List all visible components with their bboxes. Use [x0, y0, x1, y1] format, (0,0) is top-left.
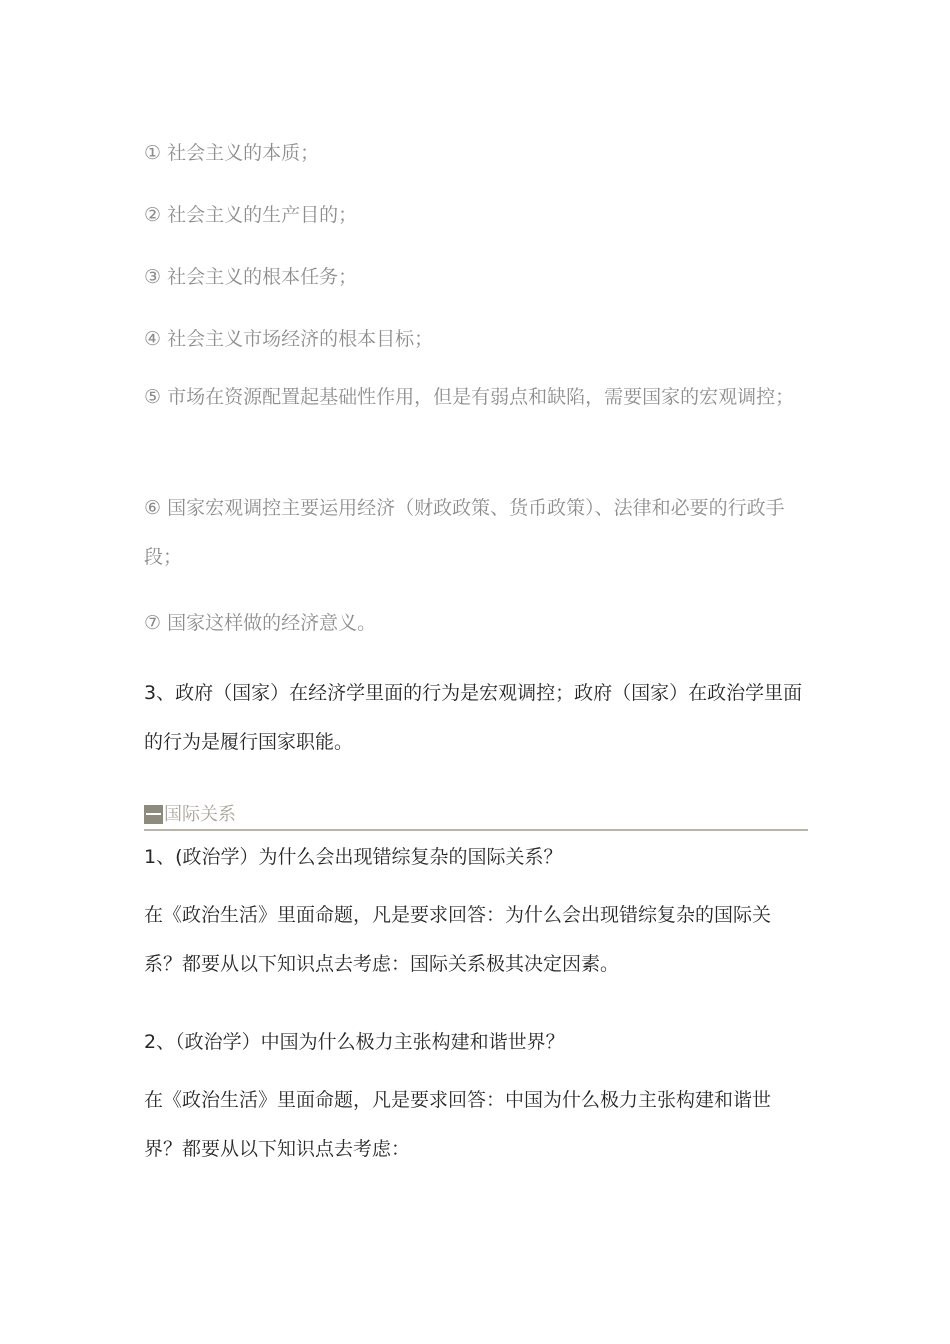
list-item: ④ 社会主义市场经济的根本目标； [144, 328, 434, 350]
section-marker-icon [144, 805, 163, 824]
answer-2: 在《政治生活》里面命题，凡是要求回答：中国为什么极力主张构建和谐世界？都要从以下知识点去考虑： [144, 1089, 772, 1160]
question-1: 1、(政治学）为什么会出现错综复杂的国际关系？ [144, 846, 563, 868]
list-item: ⑥ 国家宏观调控主要运用经济（财政政策、货币政策）、法律和必要的行政手段； [144, 497, 785, 568]
section-header [144, 803, 808, 831]
list-item: ③ 社会主义的根本任务； [144, 266, 358, 288]
answer-1: 在《政治生活》里面命题，凡是要求回答：为什么会出现错综复杂的国际关系？都要从以下知识点去考虑：国际关系极其决定因素。 [144, 904, 772, 975]
list-item: ① 社会主义的本质； [144, 142, 320, 164]
section-title: 国际关系 [164, 804, 236, 825]
question-2: 2、（政治学）中国为什么极力主张构建和谐世界？ [144, 1031, 565, 1053]
paragraph-point-3: 3、政府（国家）在经济学里面的行为是宏观调控；政府（国家）在政治学里面的行为是履行国家职能。 [144, 682, 803, 753]
list-item: ⑦ 国家这样做的经济意义。 [144, 612, 377, 634]
list-item: ⑤ 市场在资源配置起基础性作用，但是有弱点和缺陷，需要国家的宏观调控； [144, 386, 795, 408]
list-item: ② 社会主义的生产目的； [144, 204, 358, 226]
